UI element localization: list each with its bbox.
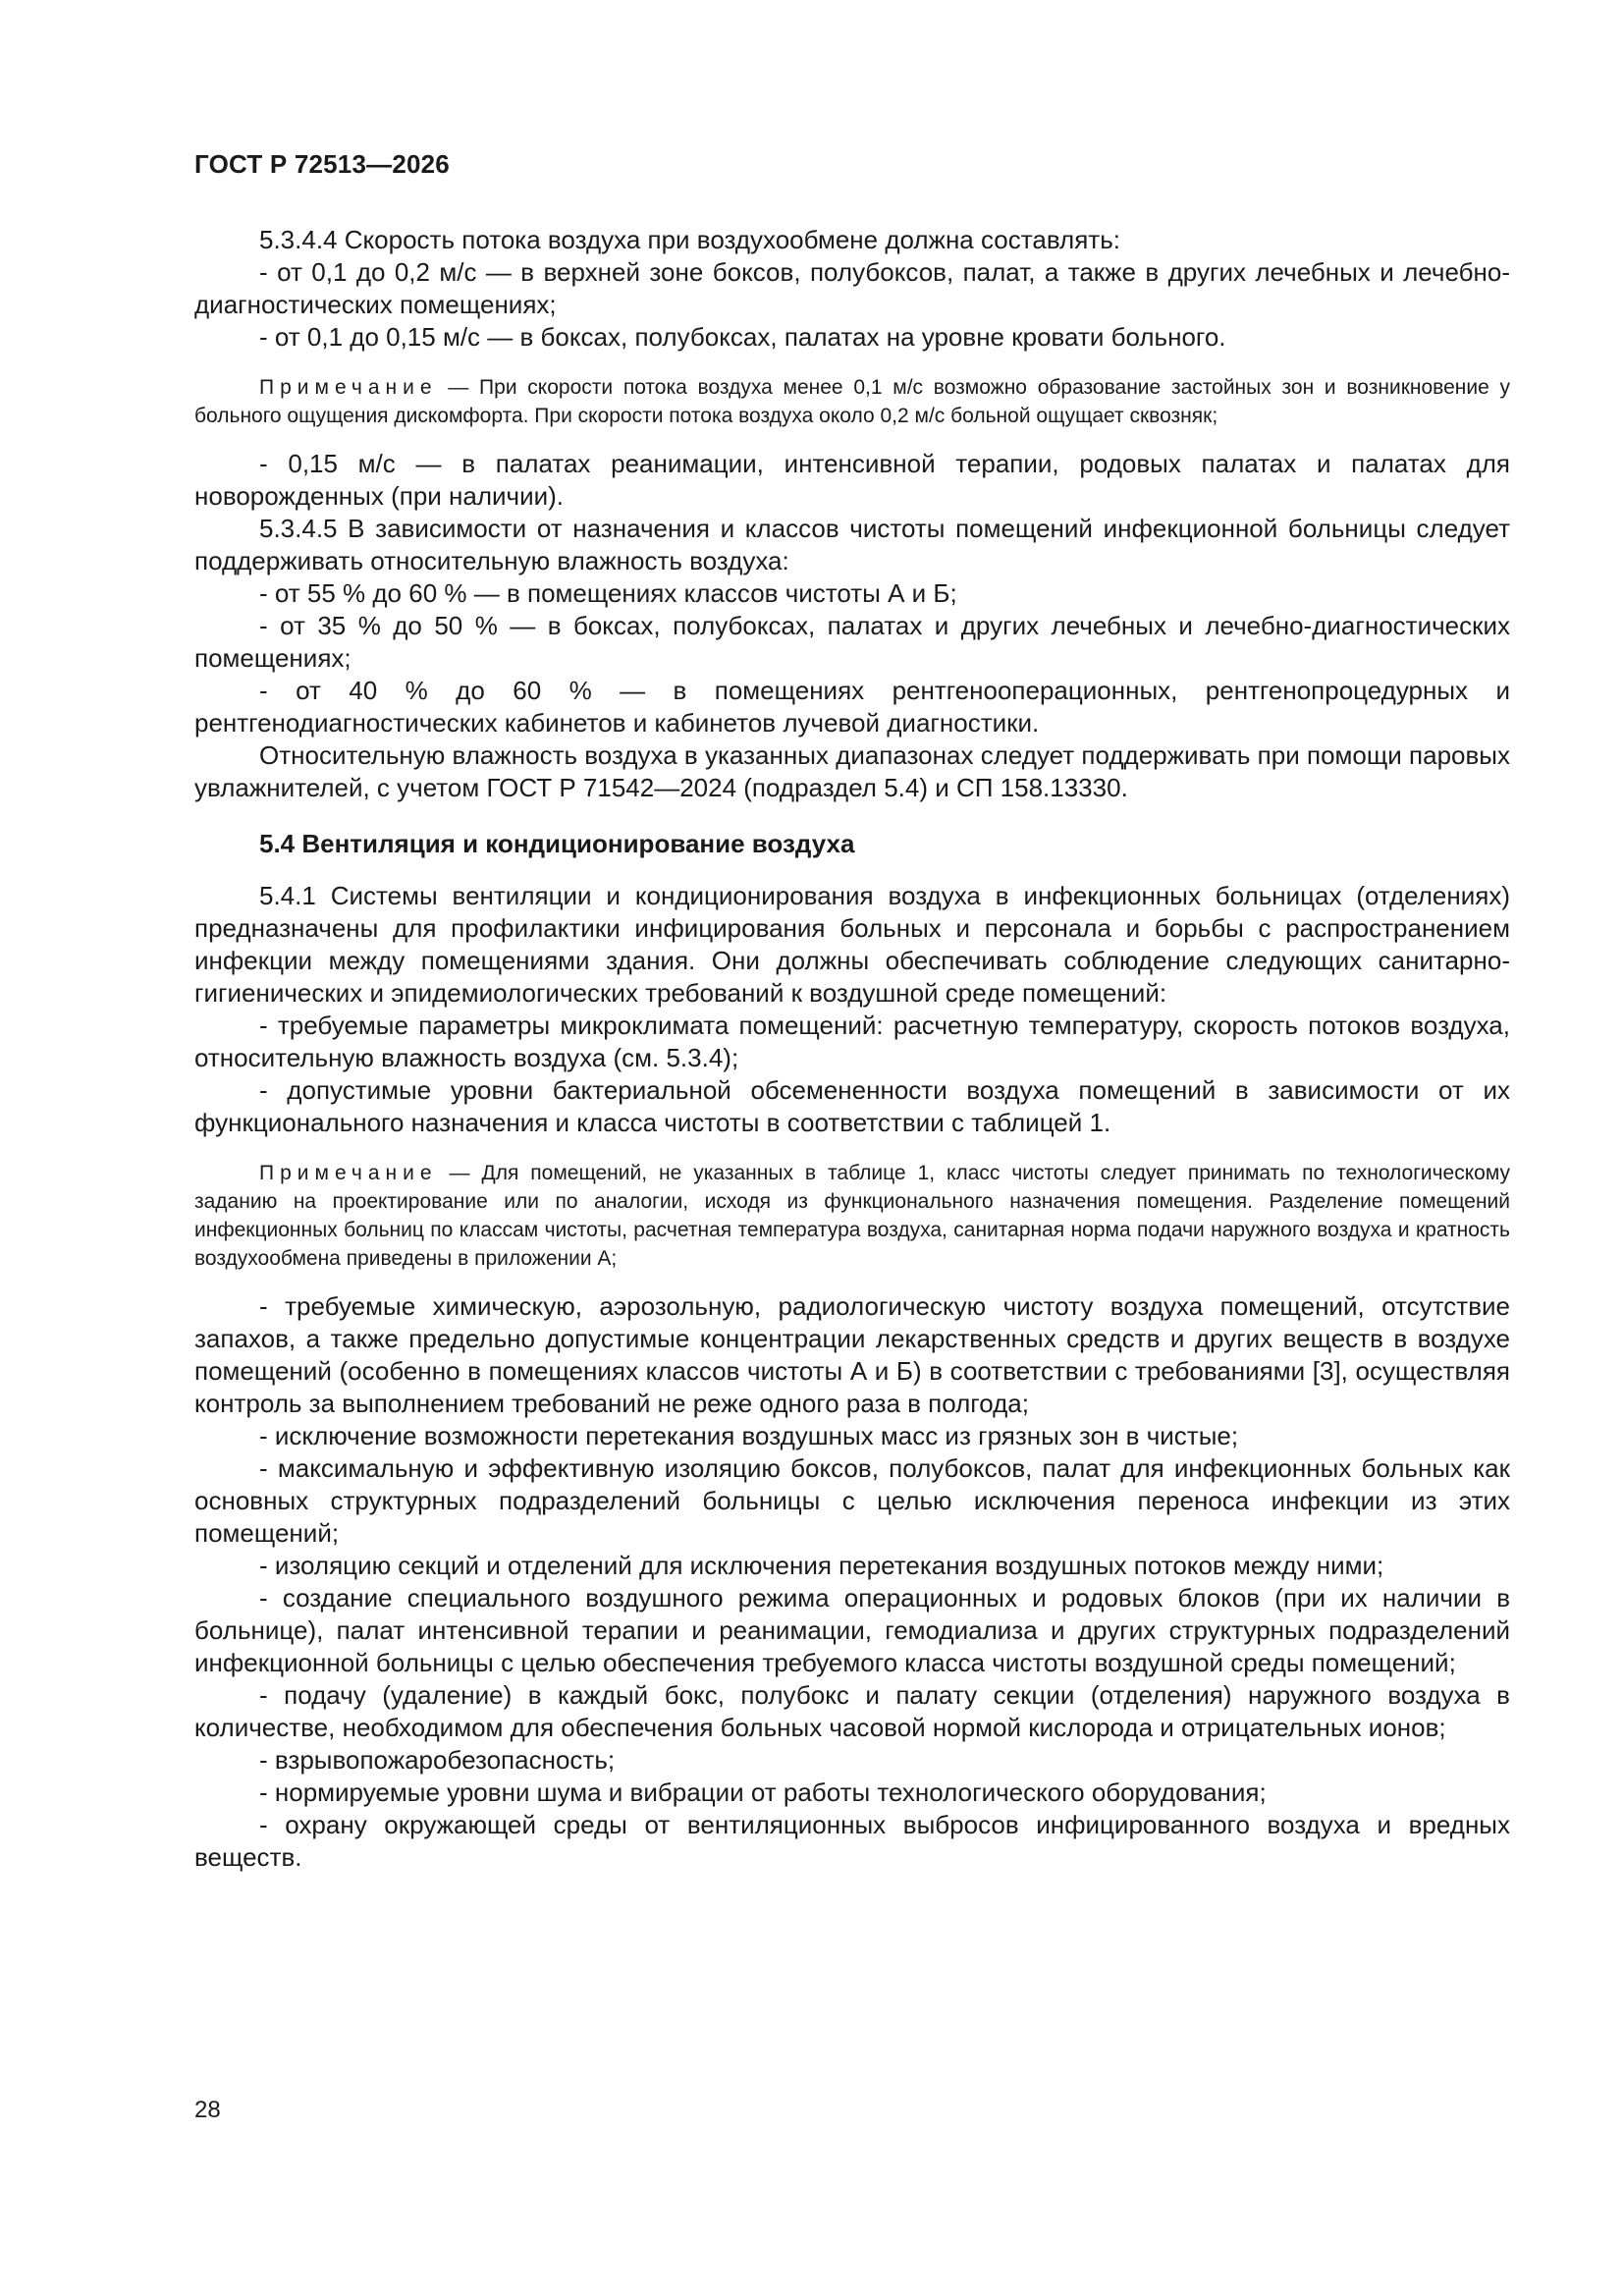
list-item: - от 0,1 до 0,2 м/с — в верхней зоне боксов, полубоксов, палат, а также в других лечебных и лечебно-диагностических помещениях; [194, 257, 1510, 319]
document-code-header: ГОСТ Р 72513—2026 [194, 149, 450, 179]
page-number: 28 [194, 2097, 221, 2123]
note-paragraph [194, 373, 1510, 430]
list-item: - максимальную и эффективную изоляцию боксов, полубоксов, палат для инфекционных больных как основных структурных подразделений больницы с целью исключения переноса инфекции из этих помещений; [194, 1453, 1510, 1548]
list-item: - взрывопожаробезопасность; [259, 1745, 616, 1775]
note-label: Примечание [259, 376, 438, 399]
list-item: - изоляцию секций и отделений для исключения перетекания воздушных потоков между ними; [259, 1551, 1384, 1580]
list-item: - от 40 % до 60 % — в помещениях рентгенооперационных, рентгенопроцедурных и рентгенодиагностических кабинетов и кабинетов лучевой диагностики. [194, 676, 1510, 738]
note-text: — Для помещений, не указанных в таблице 1, класс чистоты следует принимать по технологическому заданию на проектирование или по аналогии, исходя из функционального назначения помещения. Разделение помещений инфекционных больниц по классам чистоты, расчетная температура воздуха, санитарная норма подачи наружного воздуха и кратность воздухообмена приведены в приложении А; [194, 1162, 1510, 1270]
list-item: - нормируемые уровни шума и вибрации от работы технологического оборудования; [259, 1777, 1267, 1807]
list-item: - от 55 % до 60 % — в помещениях классов чистоты А и Б; [259, 578, 957, 608]
list-item: - допустимые уровни бактериальной обсемененности воздуха помещений в зависимости от их функционального назначения и класса чистоты в соответствии с таблицей 1. [194, 1075, 1510, 1137]
list-item: - требуемые параметры микроклимата помещений: расчетную температуру, скорость потоков воздуха, относительную влажность воздуха (см. 5.3.4); [194, 1011, 1510, 1072]
list-item: - подачу (удаление) в каждый бокс, полубокс и палату секции (отделения) наружного воздуха в количестве, необходимом для обеспечения больных часовой нормой кислорода и отрицательных ионов; [194, 1680, 1510, 1742]
list-item: - охрану окружающей среды от вентиляционных выбросов инфицированного воздуха и вредных веществ. [194, 1810, 1510, 1872]
list-item: - 0,15 м/с — в палатах реанимации, интенсивной терапии, родовых палатах и палатах для новорожденных (при наличии). [194, 449, 1510, 511]
list-item: - от 35 % до 50 % — в боксах, полубоксах, палатах и других лечебных и лечебно-диагностических помещениях; [194, 611, 1510, 673]
body-paragraph: Относительную влажность воздуха в указанных диапазонах следует поддерживать при помощи паровых увлажнителей, с учетом ГОСТ Р 71542—2024 (подраздел 5.4) и СП 158.13330. [194, 740, 1510, 802]
body-paragraph: 5.3.4.5 В зависимости от назначения и классов чистоты помещений инфекционной больницы следует поддерживать относительную влажность воздуха: [194, 514, 1510, 575]
note-text: — При скорости потока воздуха менее 0,1 м/с возможно образование застойных зон и возникновение у больного ощущения дискомфорта. При скорости потока воздуха около 0,2 м/с больной ощущает сквозняк; [194, 376, 1510, 427]
list-item: - требуемые химическую, аэрозольную, радиологическую чистоту воздуха помещений, отсутствие запахов, а также предельно допустимые концентрации лекарственных средств и других веществ в воздухе помещений (особенно в помещениях классов чистоты А и Б) в соответствии с требованиями [3], осуществляя контроль за выполнением требований не реже одного раза в полгода; [194, 1291, 1510, 1418]
list-item: - создание специального воздушного режима операционных и родовых блоков (при их наличии в больнице), палат интенсивной терапии и реанимации, гемодиализа и других структурных подразделений инфекционной больницы с целью обеспечения требуемого класса чистоты воздушной среды помещений; [194, 1583, 1510, 1677]
list-item: - исключение возможности перетекания воздушных масс из грязных зон в чистые; [259, 1421, 1239, 1450]
section-heading: 5.4 Вентиляция и кондиционирование воздуха [259, 829, 855, 858]
list-item: - от 0,1 до 0,15 м/с — в боксах, полубоксах, палатах на уровне кровати больного. [259, 322, 1226, 352]
body-paragraph: 5.3.4.4 Скорость потока воздуха при воздухообмене должна составлять: [259, 225, 1120, 254]
note-label: Примечание [259, 1162, 438, 1184]
document-body [194, 224, 1510, 1874]
note-paragraph [194, 1159, 1510, 1273]
body-paragraph: 5.4.1 Системы вентиляции и кондиционирования воздуха в инфекционных больницах (отделениях) предназначены для профилактики инфицирования больных и персонала и борьбы с распространением инфекции между помещениями здания. Они должны обеспечивать соблюдение следующих санитарно-гигиенических и эпидемиологических требований к воздушной среде помещений: [194, 881, 1510, 1008]
